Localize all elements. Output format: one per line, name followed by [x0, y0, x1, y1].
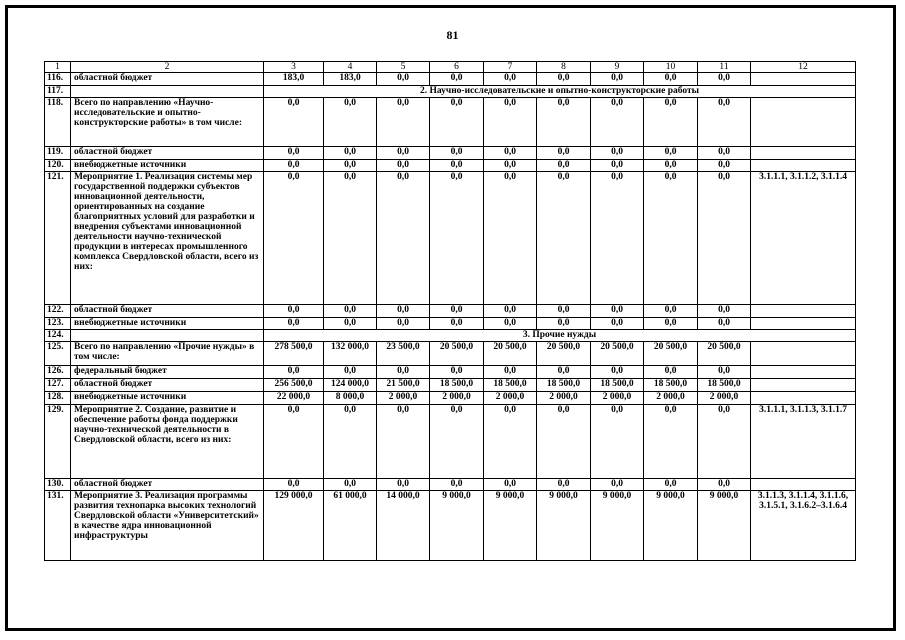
value-cell: 0,0	[484, 160, 537, 172]
value-cell: 2 000,0	[591, 392, 644, 405]
value-cell: 0,0	[324, 160, 377, 172]
value-cell: 0,0	[377, 305, 430, 318]
row-number: 125.	[45, 342, 71, 366]
value-cell: 0,0	[377, 479, 430, 491]
value-cell: 0,0	[377, 405, 430, 479]
row-number: 117.	[45, 86, 71, 98]
value-cell: 0,0	[377, 318, 430, 330]
value-cell: 22 000,0	[264, 392, 324, 405]
value-cell: 0,0	[430, 366, 484, 379]
value-cell: 0,0	[484, 366, 537, 379]
table-row	[45, 73, 856, 86]
value-cell: 9 000,0	[644, 491, 698, 561]
row-label: областной бюджет	[71, 73, 264, 86]
table-row	[45, 342, 856, 366]
value-cell: 0,0	[264, 405, 324, 479]
value-cell: 18 500,0	[430, 379, 484, 392]
value-cell: 2 000,0	[484, 392, 537, 405]
col-header: 9	[591, 62, 644, 73]
value-cell: 0,0	[591, 98, 644, 147]
value-cell: 2 000,0	[698, 392, 751, 405]
target-ref	[751, 366, 856, 379]
value-cell: 0,0	[537, 147, 591, 160]
value-cell: 0,0	[484, 318, 537, 330]
col-header: 3	[264, 62, 324, 73]
value-cell: 0,0	[377, 98, 430, 147]
table-row	[45, 305, 856, 318]
cell-empty	[71, 86, 264, 98]
col-header: 6	[430, 62, 484, 73]
table-row	[45, 379, 856, 392]
row-label: областной бюджет	[71, 479, 264, 491]
value-cell: 0,0	[698, 73, 751, 86]
row-label: Мероприятие 3. Реализация программы развития технопарка высоких технологий Свердловской области «Университетский» в качестве ядра инновационной инфраструктуры	[71, 491, 264, 561]
row-number: 119.	[45, 147, 71, 160]
budget-table	[44, 61, 856, 561]
row-number: 127.	[45, 379, 71, 392]
value-cell: 9 000,0	[591, 491, 644, 561]
value-cell: 0,0	[324, 479, 377, 491]
cell-empty	[71, 330, 264, 342]
table-row	[45, 172, 856, 305]
row-label: внебюджетные источники	[71, 318, 264, 330]
value-cell: 21 500,0	[377, 379, 430, 392]
value-cell: 18 500,0	[698, 379, 751, 392]
value-cell: 0,0	[430, 73, 484, 86]
value-cell: 0,0	[644, 172, 698, 305]
target-ref	[751, 160, 856, 172]
row-number: 130.	[45, 479, 71, 491]
value-cell: 0,0	[324, 318, 377, 330]
value-cell: 0,0	[644, 160, 698, 172]
value-cell: 0,0	[591, 405, 644, 479]
row-number: 120.	[45, 160, 71, 172]
section-title: 3. Прочие нужды	[264, 330, 856, 342]
value-cell: 124 000,0	[324, 379, 377, 392]
value-cell: 0,0	[324, 366, 377, 379]
value-cell: 20 500,0	[591, 342, 644, 366]
col-header: 2	[71, 62, 264, 73]
row-number: 126.	[45, 366, 71, 379]
value-cell: 0,0	[264, 98, 324, 147]
value-cell: 0,0	[537, 172, 591, 305]
col-header: 7	[484, 62, 537, 73]
value-cell: 18 500,0	[537, 379, 591, 392]
value-cell: 9 000,0	[698, 491, 751, 561]
row-label: федеральный бюджет	[71, 366, 264, 379]
value-cell: 0,0	[591, 172, 644, 305]
value-cell: 0,0	[698, 147, 751, 160]
value-cell: 0,0	[324, 405, 377, 479]
row-number: 121.	[45, 172, 71, 305]
value-cell: 0,0	[537, 318, 591, 330]
value-cell: 0,0	[644, 305, 698, 318]
row-number: 131.	[45, 491, 71, 561]
col-header: 8	[537, 62, 591, 73]
value-cell: 132 000,0	[324, 342, 377, 366]
target-ref	[751, 392, 856, 405]
value-cell: 0,0	[430, 318, 484, 330]
value-cell: 0,0	[591, 318, 644, 330]
row-label: Всего по направлению «Научно-исследовательские и опытно-конструкторские работы» в том числе:	[71, 98, 264, 147]
value-cell: 14 000,0	[377, 491, 430, 561]
value-cell: 9 000,0	[430, 491, 484, 561]
section-title: 2. Научно-исследовательские и опытно-конструкторские работы	[264, 86, 856, 98]
value-cell: 0,0	[591, 366, 644, 379]
value-cell: 0,0	[591, 160, 644, 172]
value-cell: 18 500,0	[644, 379, 698, 392]
value-cell: 0,0	[698, 479, 751, 491]
row-number: 116.	[45, 73, 71, 86]
value-cell: 0,0	[698, 305, 751, 318]
value-cell: 61 000,0	[324, 491, 377, 561]
value-cell: 0,0	[484, 305, 537, 318]
value-cell: 0,0	[484, 73, 537, 86]
target-ref: 3.1.1.1, 3.1.1.2, 3.1.1.4	[751, 172, 856, 305]
value-cell: 0,0	[698, 98, 751, 147]
value-cell: 0,0	[537, 305, 591, 318]
col-header: 4	[324, 62, 377, 73]
target-ref	[751, 147, 856, 160]
value-cell: 0,0	[644, 479, 698, 491]
value-cell: 0,0	[644, 73, 698, 86]
col-header: 1	[45, 62, 71, 73]
value-cell: 0,0	[264, 366, 324, 379]
table-row	[45, 147, 856, 160]
value-cell: 0,0	[377, 147, 430, 160]
value-cell: 2 000,0	[644, 392, 698, 405]
value-cell: 0,0	[591, 479, 644, 491]
value-cell: 9 000,0	[484, 491, 537, 561]
value-cell: 0,0	[591, 147, 644, 160]
table-row	[45, 318, 856, 330]
table-row	[45, 491, 856, 561]
value-cell: 183,0	[324, 73, 377, 86]
value-cell: 0,0	[698, 405, 751, 479]
target-ref	[751, 305, 856, 318]
value-cell: 0,0	[377, 73, 430, 86]
value-cell: 0,0	[698, 366, 751, 379]
row-number: 118.	[45, 98, 71, 147]
value-cell: 2 000,0	[430, 392, 484, 405]
value-cell: 0,0	[537, 73, 591, 86]
col-header: 10	[644, 62, 698, 73]
value-cell: 256 500,0	[264, 379, 324, 392]
value-cell: 9 000,0	[537, 491, 591, 561]
value-cell: 0,0	[591, 305, 644, 318]
section-row	[45, 330, 856, 342]
value-cell: 20 500,0	[484, 342, 537, 366]
value-cell: 0,0	[264, 172, 324, 305]
target-ref	[751, 318, 856, 330]
value-cell: 20 500,0	[644, 342, 698, 366]
value-cell: 183,0	[264, 73, 324, 86]
target-ref	[751, 73, 856, 86]
target-ref: 3.1.1.3, 3.1.1.4, 3.1.1.6, 3.1.5.1, 3.1.6.2–3.1.6.4	[751, 491, 856, 561]
page-number: 81	[446, 28, 459, 42]
value-cell: 0,0	[377, 172, 430, 305]
value-cell: 0,0	[537, 405, 591, 479]
value-cell: 18 500,0	[591, 379, 644, 392]
col-header: 11	[698, 62, 751, 73]
value-cell: 0,0	[430, 160, 484, 172]
value-cell: 18 500,0	[484, 379, 537, 392]
value-cell: 0,0	[324, 147, 377, 160]
row-label: внебюджетные источники	[71, 392, 264, 405]
value-cell: 0,0	[591, 73, 644, 86]
target-ref	[751, 98, 856, 147]
table-row	[45, 98, 856, 147]
value-cell: 0,0	[644, 405, 698, 479]
value-cell: 0,0	[484, 172, 537, 305]
value-cell: 0,0	[430, 405, 484, 479]
table-row	[45, 405, 856, 479]
value-cell: 0,0	[430, 98, 484, 147]
target-ref	[751, 342, 856, 366]
table-row	[45, 160, 856, 172]
row-number: 124.	[45, 330, 71, 342]
value-cell: 0,0	[698, 160, 751, 172]
col-header: 12	[751, 62, 856, 73]
row-label: областной бюджет	[71, 147, 264, 160]
row-label: областной бюджет	[71, 305, 264, 318]
row-label: Мероприятие 1. Реализация системы мер государственной поддержки субъектов инновационной деятельности, ориентированных на создание благоприятных условий для разработки и внедрения субъектами инновационной деятельности научно-технической продукции в интересах промышленного комплекса Свердловской области, всего из них:	[71, 172, 264, 305]
section-row	[45, 86, 856, 98]
value-cell: 0,0	[377, 160, 430, 172]
value-cell: 8 000,0	[324, 392, 377, 405]
value-cell: 0,0	[377, 366, 430, 379]
value-cell: 0,0	[264, 318, 324, 330]
row-number: 128.	[45, 392, 71, 405]
value-cell: 0,0	[430, 479, 484, 491]
value-cell: 0,0	[537, 366, 591, 379]
value-cell: 0,0	[264, 305, 324, 318]
value-cell: 0,0	[264, 160, 324, 172]
value-cell: 0,0	[324, 172, 377, 305]
table-row	[45, 479, 856, 491]
value-cell: 0,0	[484, 98, 537, 147]
value-cell: 0,0	[430, 305, 484, 318]
value-cell: 0,0	[644, 318, 698, 330]
row-label: внебюджетные источники	[71, 160, 264, 172]
value-cell: 0,0	[324, 305, 377, 318]
target-ref: 3.1.1.1, 3.1.1.3, 3.1.1.7	[751, 405, 856, 479]
value-cell: 0,0	[698, 172, 751, 305]
value-cell: 0,0	[484, 405, 537, 479]
row-number: 123.	[45, 318, 71, 330]
value-cell: 0,0	[484, 479, 537, 491]
value-cell: 0,0	[264, 479, 324, 491]
value-cell: 0,0	[264, 147, 324, 160]
col-header: 5	[377, 62, 430, 73]
value-cell: 0,0	[537, 98, 591, 147]
value-cell: 0,0	[324, 98, 377, 147]
value-cell: 0,0	[644, 366, 698, 379]
value-cell: 20 500,0	[537, 342, 591, 366]
value-cell: 0,0	[430, 172, 484, 305]
row-label: областной бюджет	[71, 379, 264, 392]
value-cell: 2 000,0	[377, 392, 430, 405]
row-label: Всего по направлению «Прочие нужды» в том числе:	[71, 342, 264, 366]
value-cell: 20 500,0	[698, 342, 751, 366]
table-row	[45, 392, 856, 405]
header-row	[45, 62, 856, 73]
value-cell: 0,0	[698, 318, 751, 330]
value-cell: 2 000,0	[537, 392, 591, 405]
value-cell: 0,0	[644, 98, 698, 147]
value-cell: 0,0	[430, 147, 484, 160]
value-cell: 20 500,0	[430, 342, 484, 366]
target-ref	[751, 479, 856, 491]
value-cell: 0,0	[537, 479, 591, 491]
value-cell: 23 500,0	[377, 342, 430, 366]
row-number: 129.	[45, 405, 71, 479]
row-label: Мероприятие 2. Создание, развитие и обеспечение работы фонда поддержки научно-технической деятельности в Свердловской области, всего из них:	[71, 405, 264, 479]
value-cell: 0,0	[484, 147, 537, 160]
target-ref	[751, 379, 856, 392]
value-cell: 278 500,0	[264, 342, 324, 366]
value-cell: 0,0	[644, 147, 698, 160]
row-number: 122.	[45, 305, 71, 318]
table-row	[45, 366, 856, 379]
value-cell: 0,0	[537, 160, 591, 172]
value-cell: 129 000,0	[264, 491, 324, 561]
